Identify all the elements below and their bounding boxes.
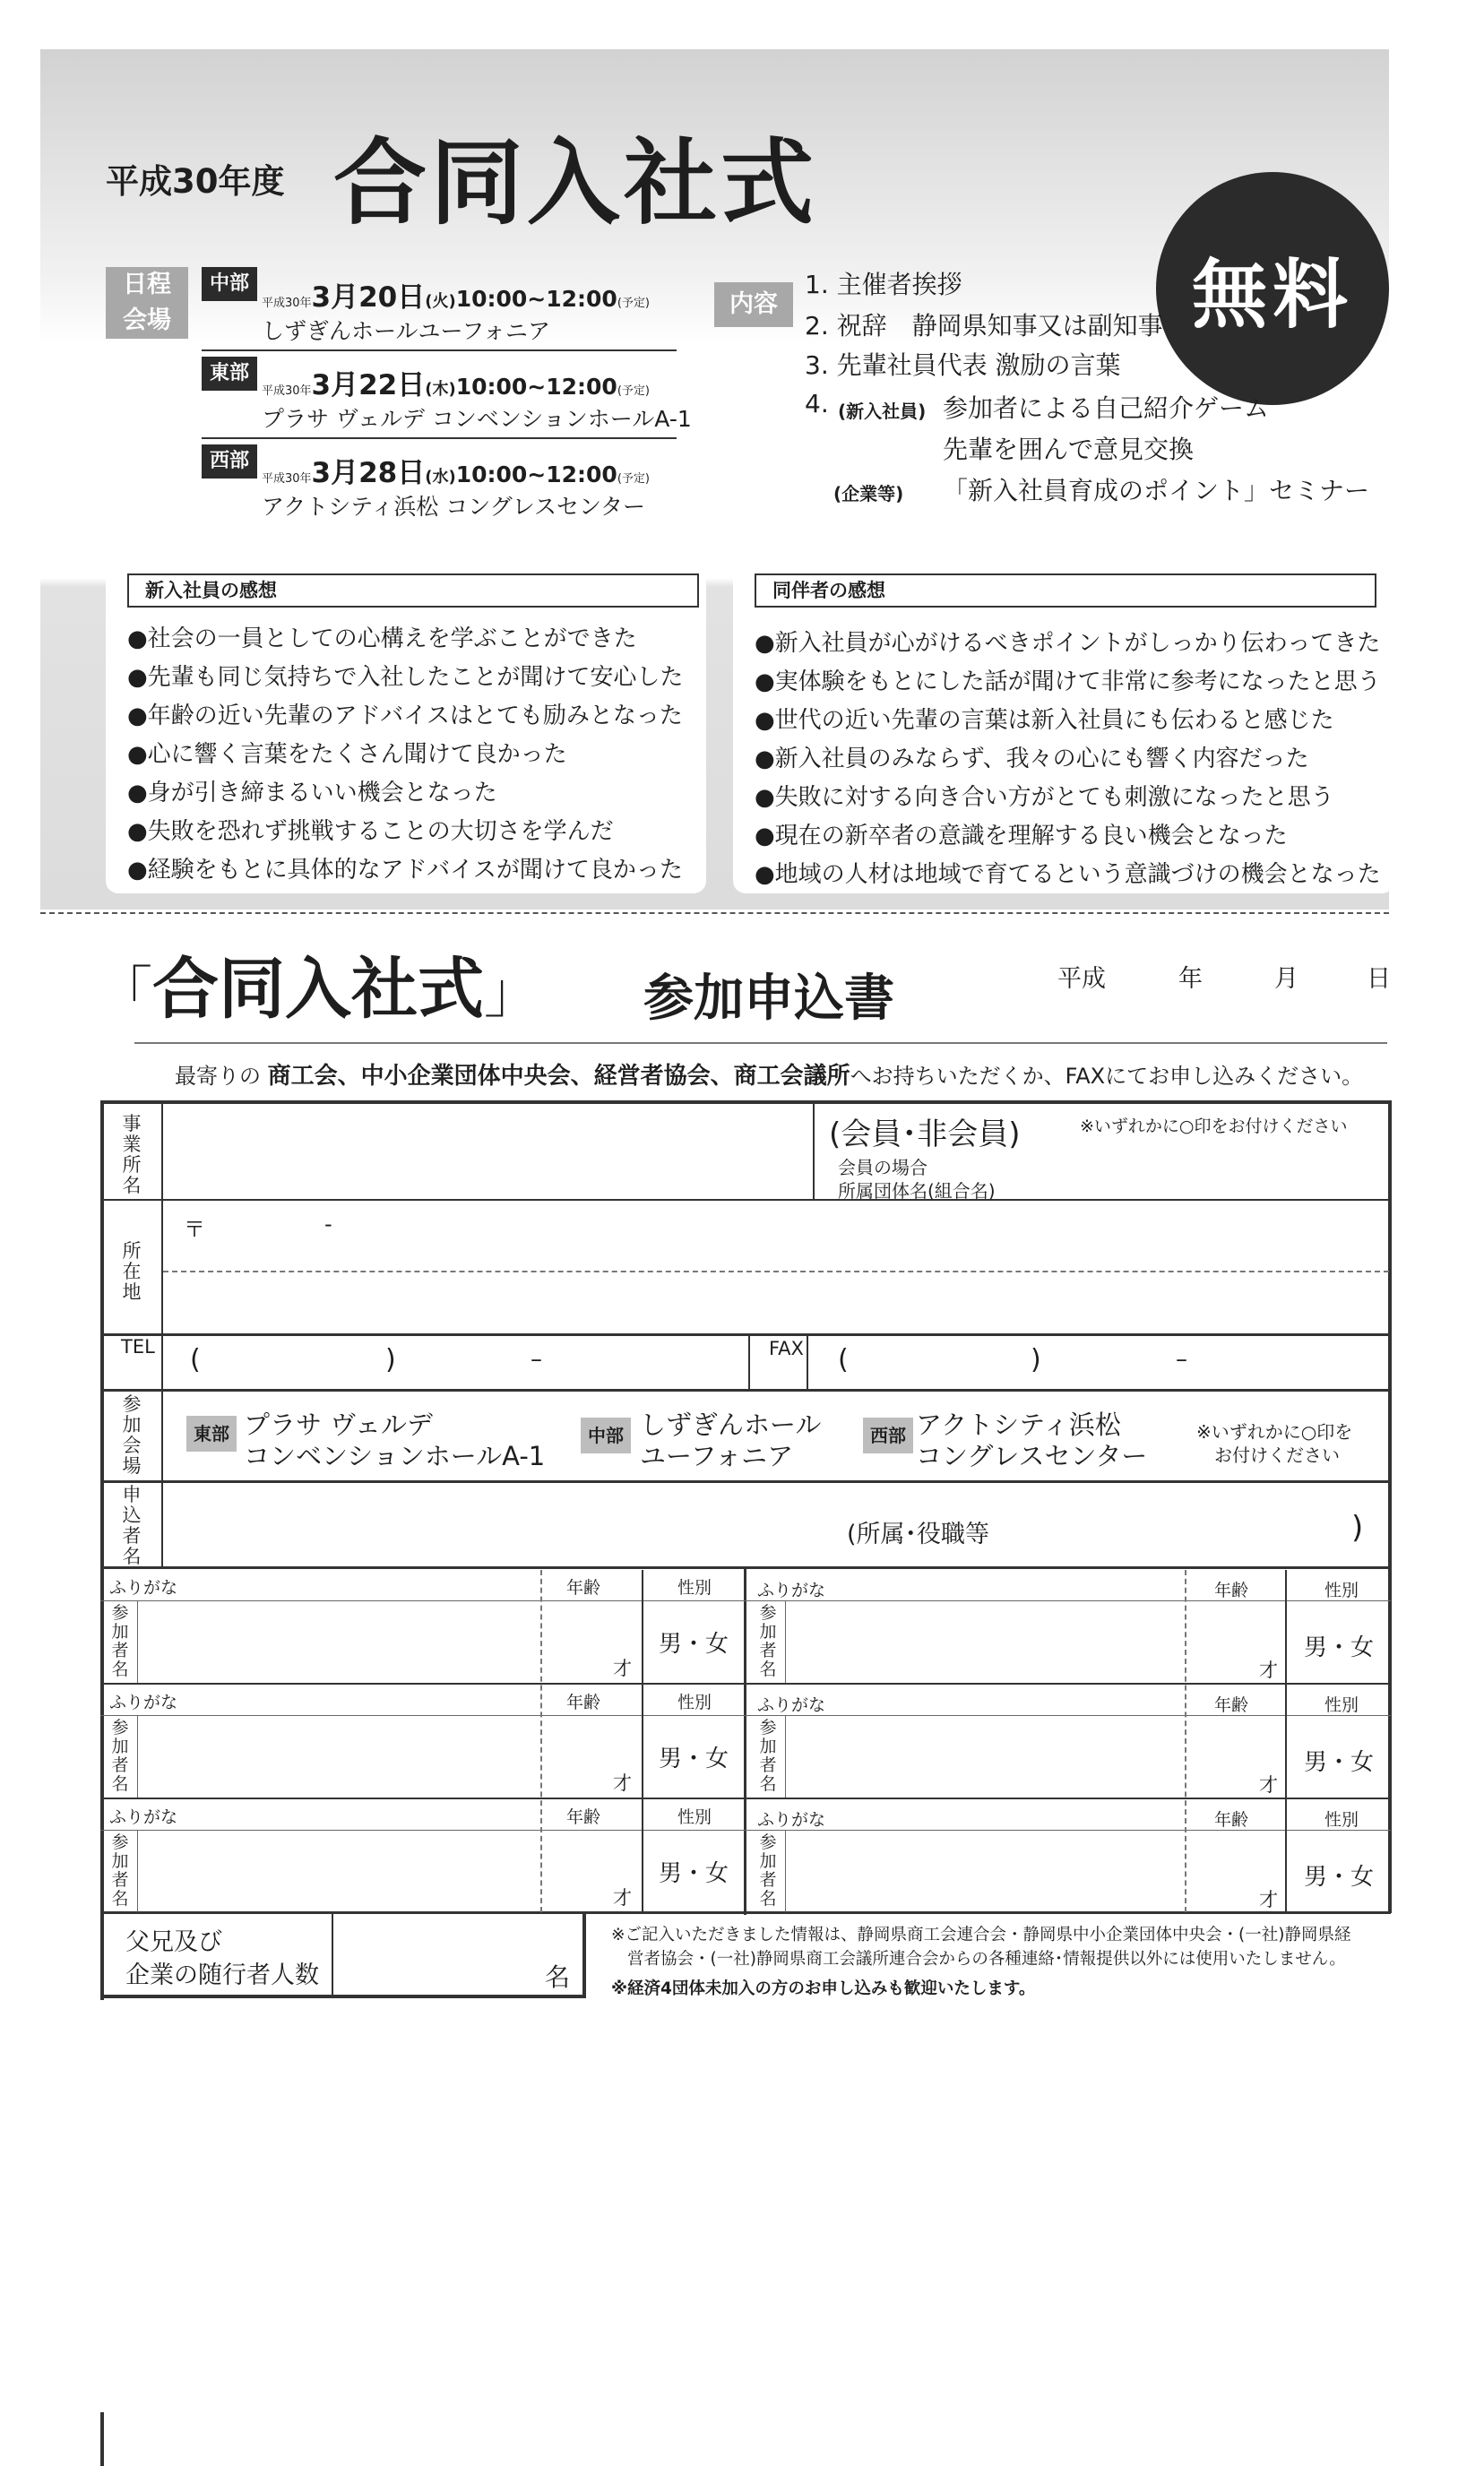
form-title: 「合同入社式」: [97, 951, 540, 1028]
fax-paren-open: (: [838, 1344, 849, 1375]
list-item: ●現在の新卒者の意識を理解する良い機会となった: [755, 823, 1288, 849]
companion-label: 企業の随行者人数: [125, 1962, 319, 1989]
venue-option-name[interactable]: ユーフォニア: [640, 1441, 794, 1471]
gender-label: 性別: [677, 1693, 712, 1712]
participant-name-input[interactable]: [788, 1602, 1183, 1681]
program-item: 3. 先輩社員代表 激励の言葉: [805, 350, 1121, 380]
program-item-number: 4.: [805, 389, 829, 418]
welcome-note: ※経済4団体未加入の方のお申し込みも歓迎いたします。: [611, 1979, 1036, 1998]
furigana-label: ふりがな: [109, 1807, 178, 1827]
furigana-label: ふりがな: [757, 1810, 826, 1830]
address-input[interactable]: [165, 1203, 1387, 1332]
schedule-region-tag: 東部: [202, 357, 257, 391]
gender-choice[interactable]: 男・女: [1304, 1864, 1375, 1891]
venue-option-tag[interactable]: 中部: [581, 1418, 631, 1453]
gender-label: 性別: [1324, 1695, 1359, 1715]
feedback-title: 同伴者の感想: [755, 573, 1376, 608]
list-item: ●新入社員のみならず、我々の心にも響く内容だった: [755, 746, 1309, 772]
office-label: 事業所名: [122, 1113, 142, 1196]
feedback-title: 新入社員の感想: [127, 573, 699, 608]
fax-paren-close: ): [1031, 1344, 1041, 1375]
venue-label: 参加会場: [122, 1393, 142, 1477]
schedule-date: 平成30年3月20日(火)10:00~12:00(予定): [262, 281, 650, 314]
participant-label: 参加者名: [111, 1832, 129, 1909]
divider: [202, 349, 677, 351]
office-name-input[interactable]: [165, 1105, 810, 1198]
companion-unit: 名: [545, 1962, 571, 1992]
gender-choice[interactable]: 男・女: [659, 1746, 729, 1772]
venue-option-tag[interactable]: 東部: [186, 1416, 237, 1452]
tel-paren-close: ): [385, 1344, 396, 1375]
age-unit: 才: [1259, 1774, 1278, 1796]
furigana-label: ふりがな: [757, 1695, 826, 1715]
age-unit: 才: [613, 1658, 632, 1679]
list-item: ●身が引き締まるいい機会となった: [127, 780, 497, 806]
companion-count-input[interactable]: [335, 1916, 541, 1995]
privacy-note: ※ご記入いただきました情報は、静岡県商工会連合会・静岡県中小企業団体中央会・(一社)静岡県経: [611, 1926, 1351, 1944]
date-era: 平成: [1057, 965, 1106, 993]
member-choice[interactable]: (会員･非会員): [829, 1117, 1021, 1152]
schedule-label: [106, 267, 188, 339]
privacy-note: 営者協会・(一社)静岡県商工会議所連合会からの各種連絡･情報提供以外には使用いたしません。: [627, 1950, 1346, 1969]
age-label: 年齢: [566, 1807, 601, 1827]
list-item: ●社会の一員としての心構えを学ぶことができた: [127, 625, 637, 652]
tel-paren-open: (: [190, 1344, 201, 1375]
schedule-date: 平成30年3月28日(水)10:00~12:00(予定): [262, 457, 650, 489]
venue-option-name[interactable]: コングレスセンター: [916, 1441, 1148, 1471]
member-case: 会員の場合: [838, 1157, 928, 1178]
tel-dash: –: [531, 1346, 542, 1373]
companion-label: 父兄及び: [125, 1928, 222, 1956]
gender-label: 性別: [677, 1578, 712, 1598]
age-unit: 才: [1259, 1660, 1278, 1681]
participant-label: 参加者名: [759, 1603, 777, 1679]
gender-label: 性別: [1324, 1810, 1359, 1830]
age-unit: 才: [613, 1887, 632, 1909]
form-instructions: 最寄りの 商工会、中小企業団体中央会、経営者協会、商工会議所へお持ちいただくか、FAXにてお申し込みください。: [175, 1063, 1364, 1090]
schedule-label-line2: 会場: [123, 306, 171, 334]
free-badge: 無料: [1156, 172, 1389, 405]
date-year: 年: [1178, 965, 1203, 993]
address-label: 所在地: [122, 1240, 142, 1303]
participant-label: 参加者名: [759, 1718, 777, 1794]
furigana-label: ふりがな: [109, 1693, 178, 1712]
divider: [134, 1042, 1387, 1044]
content-label: 内容: [714, 282, 793, 327]
participant-label: 参加者名: [111, 1603, 129, 1679]
tel-label: TEL: [121, 1336, 155, 1358]
gender-label: 性別: [677, 1807, 712, 1827]
schedule-region-tag: 西部: [202, 444, 257, 479]
form-title-suffix: 参加申込書: [643, 970, 894, 1028]
program-item: 1. 主催者挨拶: [805, 270, 962, 299]
gender-choice[interactable]: 男・女: [1304, 1634, 1375, 1661]
age-label: 年齢: [566, 1693, 601, 1712]
list-item: ●失敗を恐れず挑戦することの大切さを学んだ: [127, 818, 614, 845]
furigana-label: ふりがな: [757, 1581, 826, 1600]
list-item: ●心に響く言葉をたくさん聞けて良かった: [127, 741, 567, 768]
list-item: ●失敗に対する向き合い方がとても刺激になったと思う: [755, 784, 1334, 811]
postal-dash: -: [324, 1211, 332, 1237]
venue-option-name[interactable]: アクトシティ浜松: [916, 1410, 1121, 1440]
venue-option-name[interactable]: しずぎんホール: [640, 1410, 822, 1440]
date-day: 日: [1367, 965, 1391, 993]
schedule-region-tag: 中部: [202, 267, 257, 301]
list-item: ●実体験をもとにした話が聞けて非常に参考になったと思う: [755, 668, 1381, 695]
program-tag: (新入社員): [838, 401, 927, 422]
venue-note: ※いずれかに○印を: [1196, 1421, 1353, 1443]
age-unit: 才: [613, 1772, 632, 1794]
list-item: ●世代の近い先輩の言葉は新入社員にも伝わると感じた: [755, 707, 1334, 734]
venue-note: お付けください: [1214, 1444, 1340, 1466]
participant-label: 参加者名: [759, 1832, 777, 1909]
cut-line: [40, 912, 1389, 914]
gender-choice[interactable]: 男・女: [659, 1860, 729, 1887]
program-item: 「新入社員育成のポイント」セミナー: [943, 476, 1370, 505]
applicant-role-close: ): [1351, 1510, 1364, 1546]
schedule-venue: しずぎんホールユーフォニア: [262, 318, 551, 344]
applicant-name-input[interactable]: [165, 1487, 1387, 1565]
tel-input[interactable]: [165, 1338, 746, 1388]
age-unit: 才: [1259, 1889, 1278, 1910]
program-item: 先輩を囲んで意見交換: [943, 435, 1195, 464]
furigana-label: ふりがな: [109, 1578, 178, 1598]
venue-option-name[interactable]: コンベンションホールA-1: [244, 1441, 546, 1471]
postal-mark: 〒: [184, 1217, 205, 1242]
list-item: ●先輩も同じ気持ちで入社したことが聞けて安心した: [127, 664, 684, 691]
divider: [202, 437, 677, 439]
schedule-venue: アクトシティ浜松 コングレスセンター: [262, 494, 645, 520]
participant-name-input[interactable]: [140, 1602, 539, 1681]
applicant-role: (所属･役職等: [847, 1521, 990, 1548]
gender-label: 性別: [1324, 1581, 1359, 1600]
list-item: ●新入社員が心がけるべきポイントがしっかり伝わってきた: [755, 630, 1381, 657]
frame-mask: [90, 2000, 116, 2412]
fax-dash: –: [1176, 1346, 1187, 1373]
participant-name-input[interactable]: [788, 1832, 1183, 1910]
schedule-date: 平成30年3月22日(木)10:00~12:00(予定): [262, 369, 650, 401]
gender-choice[interactable]: 男・女: [659, 1631, 729, 1658]
participant-name-input[interactable]: [140, 1832, 539, 1910]
participant-name-input[interactable]: [140, 1717, 539, 1796]
fax-input[interactable]: [810, 1338, 1387, 1388]
gender-choice[interactable]: 男・女: [1304, 1749, 1375, 1776]
venue-option-tag[interactable]: 西部: [863, 1418, 913, 1453]
list-item: ●年齢の近い先輩のアドバイスはとても励みとなった: [127, 703, 683, 729]
age-label: 年齢: [1214, 1695, 1249, 1715]
year-label: 平成30年度: [106, 162, 285, 201]
applicant-label: 申込者名: [122, 1484, 142, 1567]
age-label: 年齢: [1214, 1581, 1249, 1600]
age-label: 年齢: [566, 1578, 601, 1598]
page-title: 合同入社式: [333, 128, 818, 237]
program-item: 参加者による自己紹介ゲーム: [943, 393, 1270, 423]
schedule-venue: プラサ ヴェルデ コンベンションホールA-1: [262, 406, 692, 432]
member-org-label: 所属団体名(組合名): [838, 1180, 996, 1202]
venue-option-name[interactable]: プラサ ヴェルデ: [244, 1410, 434, 1440]
age-label: 年齢: [1214, 1810, 1249, 1830]
member-note: ※いずれかに○印をお付けください: [1080, 1117, 1348, 1136]
list-item: ●地域の人材は地域で育てるという意識づけの機会となった: [755, 861, 1381, 888]
program-tag: (企業等): [833, 483, 904, 504]
date-month: 月: [1274, 965, 1298, 993]
schedule-label-line1: 日程: [123, 271, 171, 298]
participant-label: 参加者名: [111, 1718, 129, 1794]
program-item: 2. 祝辞 静岡県知事又は副知事: [805, 311, 1163, 341]
list-item: ●経験をもとに具体的なアドバイスが聞けて良かった: [127, 857, 683, 884]
fax-label: FAX: [769, 1338, 804, 1359]
participant-name-input[interactable]: [788, 1717, 1183, 1796]
